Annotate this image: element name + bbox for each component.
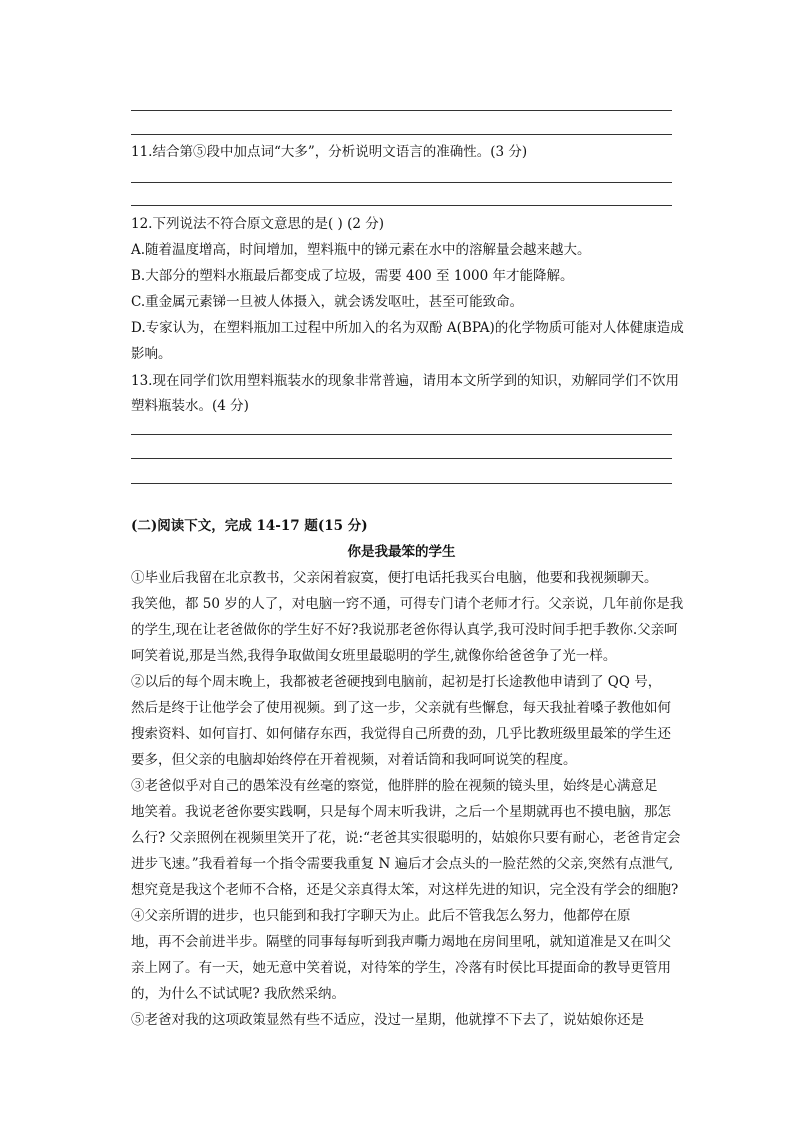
passage-line: 地笑着。我说老爸你要实践啊，只是每个周末听我讲，之后一个星期就再也不摸电脑，那怎 xyxy=(131,804,671,820)
passage-line: ①毕业后我留在北京教书，父亲闲着寂寞，便打电话托我买台电脑，他要和我视频聊天。 xyxy=(131,570,658,586)
answer-line xyxy=(131,182,672,183)
question-12-option-d-cont: 影响。 xyxy=(131,346,172,362)
passage-line: 我笑他，都 50 岁的人了，对电脑一窍不通，可得专门请个老师才行。父亲说，几年前你是我 xyxy=(131,596,684,612)
passage-line: 亲上网了。有一天，她无意中笑着说，对待笨的学生，冷落有时侯比耳提面命的教导更管用 xyxy=(131,960,671,976)
passage-line: ⑤老爸对我的这项政策显然有些不适应，没过一星期，他就撑不下去了，说姑娘你还是 xyxy=(131,1012,644,1028)
answer-line xyxy=(131,205,672,206)
passage-line: 进步飞速。”我看着每一个指令需要我重复 N 遍后才会点头的一脸茫然的父亲,突然有点泄气, xyxy=(131,856,674,872)
answer-line xyxy=(131,434,672,435)
answer-line xyxy=(131,483,672,484)
question-12-stem: 12.下列说法不符合原文意思的是( ) (2 分) xyxy=(131,216,384,232)
passage-title: 你是我最笨的学生 xyxy=(347,544,456,560)
passage-line: 然后是终于让他学会了使用视频。到了这一步，父亲就有些懈怠，每天我扯着嗓子教他如何 xyxy=(131,700,671,716)
question-11: 11.结合第⑤段中加点词“大多”，分析说明文语言的准确性。(3 分) xyxy=(131,144,528,160)
question-12-option-c: C.重金属元素锑一旦被人体摄入，就会诱发呕吐，甚至可能致命。 xyxy=(131,294,524,310)
section-heading: (二)阅读下文，完成 14-17 题(15 分) xyxy=(131,518,368,534)
question-13-line-1: 13.现在同学们饮用塑料瓶装水的现象非常普遍，请用本文所学到的知识，劝解同学们不饮用 xyxy=(131,373,679,389)
passage-line: ③老爸似乎对自己的愚笨没有丝毫的察觉，他胖胖的脸在视频的镜头里，始终是心满意足 xyxy=(131,778,658,794)
passage-line: 呵笑着说,那是当然,我得争取做闺女班里最聪明的学生,就像你给爸爸争了光一样。 xyxy=(131,648,617,664)
question-12-option-a: A.随着温度增高，时间增加，塑料瓶中的锑元素在水中的溶解量会越来越大。 xyxy=(131,242,591,258)
passage-line: ②以后的每个周末晚上，我都被老爸硬拽到电脑前，起初是打长途教他申请到了 QQ 号， xyxy=(131,674,662,690)
answer-line xyxy=(131,110,672,111)
answer-line xyxy=(131,458,672,459)
passage-line: 地，再不会前进半步。隔壁的同事每每听到我声嘶力竭地在房间里吼，就知道准是又在叫父 xyxy=(131,934,671,950)
passage-line: 搜索资料、如何盲打、如何储存东西，我觉得自己所费的劲，几乎比教班级里最笨的学生还 xyxy=(131,726,671,742)
question-12-option-b: B.大部分的塑料水瓶最后都变成了垃圾，需要 400 至 1000 年才能降解。 xyxy=(131,268,574,284)
passage-line: 要多，但父亲的电脑却始终停在开着视频，对着话筒和我呵呵说笑的程度。 xyxy=(131,752,577,768)
question-12-option-d: D.专家认为，在塑料瓶加工过程中所加入的名为双酚 A(BPA)的化学物质可能对人体健康造成 xyxy=(131,320,684,336)
answer-line xyxy=(131,134,672,135)
question-13-line-2: 塑料瓶装水。(4 分) xyxy=(131,398,249,414)
passage-line: 么行? 父亲照例在视频里笑开了花，说:“老爸其实很聪明的，姑娘你只要有耐心，老爸肯定会 xyxy=(131,830,681,846)
passage-line: 的，为什么不试试呢? 我欣然采纳。 xyxy=(131,986,346,1002)
passage-line: 的学生,现在让老爸做你的学生好不好?我说那老爸你得认真学,我可没时间手把手教你.父亲呵 xyxy=(131,622,678,638)
passage-line: 想究竟是我这个老师不合格，还是父亲真得太笨，对这样先进的知识，完全没有学会的细胞? xyxy=(131,882,679,898)
passage-line: ④父亲所谓的进步，也只能到和我打字聊天为止。此后不管我怎么努力，他都停在原 xyxy=(131,908,631,924)
